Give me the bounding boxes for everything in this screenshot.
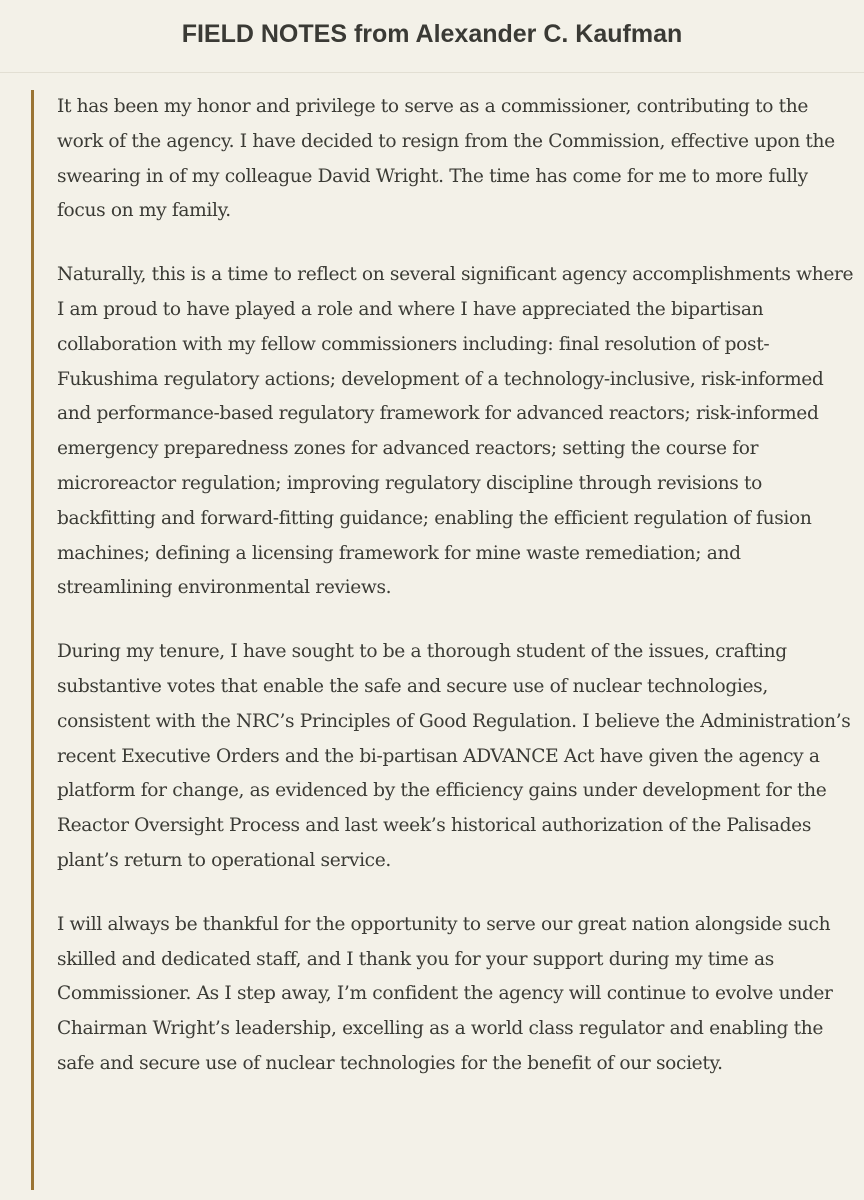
blockquote [57,90,857,1111]
paragraph-3: During my tenure, I have sought to be a thorough student of the issues, crafting substantive votes that enable the safe and secure use of nuclear technologies, consistent with the NRC’s Principles of Good Regulation. I believe the Administration’s recent Executive Orders and the bi-partisan ADVANCE Act have given the agency a platform for change, as evidenced by the efficiency gains under development for the Reactor Oversight Process and last week’s historical authorization of the Palisades plant’s return to operational service. [57,641,851,871]
page-title: FIELD NOTES from Alexander C. Kaufman [181,19,683,48]
blockquote-accent-bar [31,90,34,1190]
paragraph-1: It has been my honor and privilege to serve as a commissioner, contributing to the work of the agency. I have decided to resign from the Commission, effective upon the swearing in of my colleague David Wright. The time has come for me to more fully focus on my family. [57,96,835,222]
header [0,0,864,73]
paragraph-4: I will always be thankful for the opportunity to serve our great nation alongside such skilled and dedicated staff, and I thank you for your support during my time as Commissioner. As I step away, I’m confident the agency will continue to evolve under Chairman Wright’s leadership, excelling as a world class regulator and enabling the safe and secure use of nuclear technologies for the benefit of our society. [57,913,833,1074]
paragraph-2: Naturally, this is a time to reflect on several significant agency accomplishments where I am proud to have played a role and where I have appreciated the bipartisan collaboration with my fellow commissioners including: final resolution of post-Fukushima regulatory actions; development of a technology-inclusive, risk-informed and performance-based regulatory framework for advanced reactors; risk-informed emergency preparedness zones for advanced reactors; setting the course for microreactor regulation; improving regulatory discipline through revisions to backfitting and forward-fitting guidance; enabling the efficient regulation of fusion machines; defining a licensing framework for mine waste remediation; and streamlining environmental reviews. [57,264,854,599]
